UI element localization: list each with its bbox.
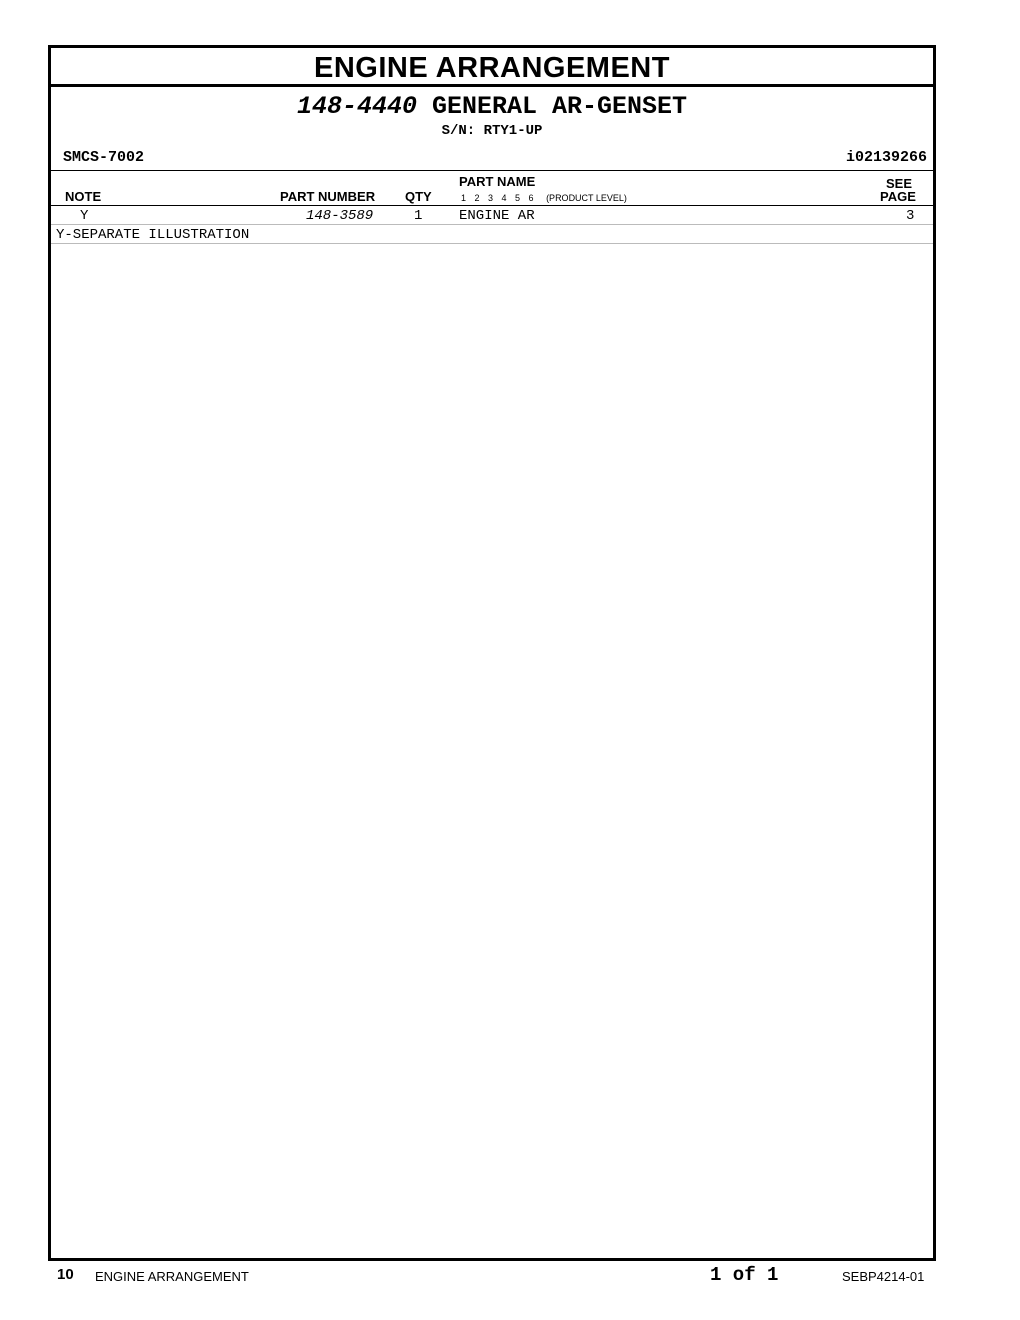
- footnote: Y-SEPARATE ILLUSTRATION: [56, 227, 250, 243]
- smcs-code: SMCS-7002: [63, 149, 145, 166]
- group-name: GENERAL AR-GENSET: [432, 92, 688, 121]
- section-title: ENGINE ARRANGEMENT: [51, 48, 933, 87]
- col-note: NOTE: [65, 189, 102, 204]
- serial-number: S/N: RTY1-UP: [441, 123, 543, 139]
- page-of-count: 1 of 1: [710, 1264, 779, 1286]
- col-part-number: PART NUMBER: [280, 189, 376, 204]
- col-page: PAGE: [880, 189, 916, 204]
- col-part-name: PART NAME: [459, 174, 536, 189]
- col-qty: QTY: [405, 189, 432, 204]
- col-see: SEE: [886, 176, 913, 191]
- page-number: 10: [57, 1266, 74, 1283]
- footnote-divider: [51, 243, 933, 244]
- col-product-levels: [461, 193, 627, 203]
- document-id: SEBP4214-01: [842, 1269, 925, 1284]
- row-see-page: 3: [906, 208, 915, 224]
- row-divider: [51, 224, 933, 225]
- footer-section-title: ENGINE ARRANGEMENT: [95, 1269, 249, 1284]
- group-title: [51, 92, 933, 122]
- page-footer: [0, 1262, 1020, 1292]
- row-qty: 1: [414, 208, 423, 224]
- header-rule: [51, 170, 933, 171]
- illustration-id: i02139266: [845, 149, 927, 166]
- parts-page-frame: [48, 45, 936, 1261]
- group-part-number: 148-4440: [296, 92, 417, 121]
- row-part-number: 148-3589: [306, 208, 374, 224]
- column-header-rule: [51, 205, 933, 206]
- row-note: Y: [80, 208, 89, 224]
- product-level-label: (PRODUCT LEVEL): [546, 193, 627, 203]
- product-level-numbers: 1 2 3 4 5 6: [461, 193, 534, 203]
- row-part-name: ENGINE AR: [459, 208, 535, 224]
